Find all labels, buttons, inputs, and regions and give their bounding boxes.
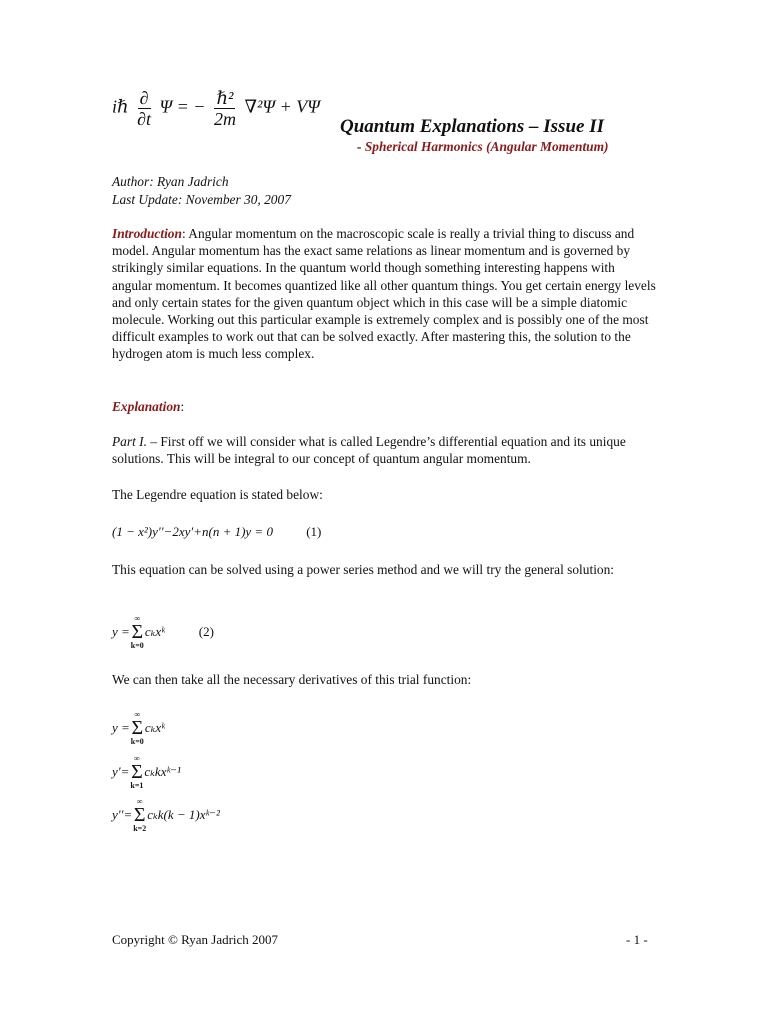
subtitle-dash: - bbox=[357, 139, 365, 154]
sum-lower: k=0 bbox=[130, 737, 144, 746]
schrodinger-equation bbox=[112, 88, 320, 129]
sum-symbol bbox=[131, 614, 144, 650]
sum-lower: k=0 bbox=[130, 641, 144, 650]
author-block bbox=[112, 173, 291, 208]
derivatives-intro: We can then take all the necessary derivatives of this trial function: bbox=[112, 672, 472, 687]
introduction-paragraph bbox=[112, 225, 657, 363]
sum-symbol bbox=[133, 797, 146, 833]
introduction-text: : Angular momentum on the macroscopic scale is really a trivial thing to discuss and model. Angular momentum has the exact same relations as linear momentum and is governed by strikingly similar equations. In the quantum world though something interesting happens with angular momentum. It becomes quantized like all other quantum things. You get certain energy levels and only certain states for the given quantum object which in this case will be a simple diatomic molecule. Working out this particular example is extremely complex and is possibly one of the most difficult examples to work out that can be solved exactly. After mastering this, the solution to the hydrogen atom is much less complex. bbox=[112, 226, 656, 362]
author-line: Author: Ryan Jadrich bbox=[112, 174, 229, 189]
document-title: Quantum Explanations – Issue II bbox=[340, 116, 604, 137]
equation-partial-fraction bbox=[135, 88, 153, 129]
d2-lhs: y′′= bbox=[112, 807, 133, 822]
sum-upper: ∞ bbox=[134, 614, 141, 623]
equation-psi: Ψ bbox=[159, 96, 173, 117]
subtitle-text: Spherical Harmonics (Angular Momentum) bbox=[364, 139, 609, 154]
explanation-label: Explanation bbox=[112, 399, 181, 414]
last-update-line: Last Update: November 30, 2007 bbox=[112, 191, 291, 207]
equation-ihbar: iℏ bbox=[112, 96, 129, 117]
equation-2m: 2m bbox=[213, 109, 236, 129]
sigma-glyph: Σ bbox=[131, 717, 144, 739]
equation-hbar2: ℏ² bbox=[216, 88, 234, 108]
sum-upper: ∞ bbox=[134, 754, 140, 763]
equation-hbar-fraction bbox=[212, 88, 238, 129]
equation-partial-den: ∂t bbox=[137, 109, 151, 129]
d1-lhs: y′= bbox=[112, 764, 130, 779]
part-one-text: – First off we will consider what is called Legendre’s differential equation and its unique solutions. This will be integral to our concept of quantum angular momentum. bbox=[112, 434, 626, 467]
sigma-glyph: Σ bbox=[133, 804, 146, 826]
derivative-y bbox=[112, 710, 165, 746]
sum-symbol bbox=[131, 710, 144, 746]
equation-rest: ∇²Ψ + VΨ bbox=[244, 96, 320, 117]
equation-number-2: (2) bbox=[198, 624, 214, 639]
sigma-glyph: Σ bbox=[131, 761, 143, 783]
power-series-paragraph: This equation can be solved using a power series method and we will try the general solution: bbox=[112, 562, 615, 577]
d0-body: cₖxᵏ bbox=[144, 720, 165, 735]
part-one-label: Part I. bbox=[112, 434, 147, 449]
part-one-paragraph bbox=[112, 433, 657, 467]
eq2-lhs: y = bbox=[112, 624, 130, 639]
equation-number-1: (1) bbox=[306, 524, 322, 539]
equation-partial-num: ∂ bbox=[139, 88, 149, 108]
sum-upper: ∞ bbox=[136, 797, 143, 806]
legendre-equation-body: (1 − x²)y′′−2xy′+n(n + 1)y = 0 bbox=[112, 524, 273, 539]
explanation-heading bbox=[112, 399, 184, 415]
explanation-colon: : bbox=[180, 399, 185, 414]
sum-symbol bbox=[130, 754, 143, 790]
footer-copyright: Copyright © Ryan Jadrich 2007 bbox=[112, 932, 279, 947]
equation-eq-minus: = − bbox=[176, 96, 206, 117]
document-subtitle bbox=[357, 139, 609, 155]
eq2-body: cₖxᵏ bbox=[144, 624, 165, 639]
footer-page-number: - 1 - bbox=[626, 932, 648, 947]
sigma-glyph: Σ bbox=[131, 621, 144, 643]
d0-lhs: y = bbox=[112, 720, 130, 735]
introduction-label: Introduction bbox=[112, 226, 182, 241]
d2-body: cₖk(k − 1)xᵏ⁻² bbox=[147, 807, 220, 822]
legendre-intro: The Legendre equation is stated below: bbox=[112, 487, 323, 502]
sum-lower: k=2 bbox=[133, 824, 147, 833]
d1-body: cₖkxᵏ⁻¹ bbox=[144, 764, 181, 779]
sum-upper: ∞ bbox=[134, 710, 141, 719]
derivative-y-prime bbox=[112, 754, 181, 790]
legendre-equation bbox=[112, 524, 321, 540]
trial-solution-equation bbox=[112, 614, 214, 650]
sum-lower: k=1 bbox=[130, 781, 144, 790]
derivative-y-double-prime bbox=[112, 797, 220, 833]
